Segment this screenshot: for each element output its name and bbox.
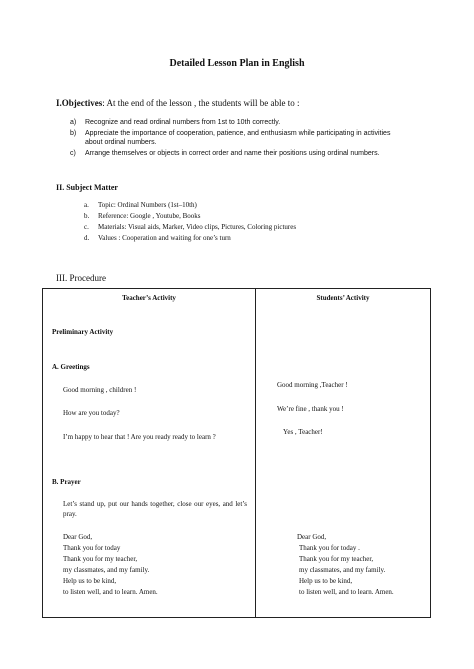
objective-item: b) Appreciate the importance of cooperation, patience, and enthusiasm while participating in activities about ordinal numbers. <box>70 130 391 146</box>
student-prayer-line: Help us to be kind, <box>299 577 353 585</box>
subject-matter-item: d. Values : Cooperation and waiting for one’s turn <box>84 234 231 242</box>
teacher-activity-header: Teacher’s Activity <box>122 294 176 302</box>
teacher-prayer-line: to listen well, and to learn. Amen. <box>63 588 158 596</box>
greetings-heading: A. Greetings <box>52 363 90 371</box>
subject-matter-item: a. Topic: Ordinal Numbers (1st–10th) <box>84 201 197 209</box>
subject-matter-item: b. Reference: Google , Youtube, Books <box>84 212 201 220</box>
prayer-heading: B. Prayer <box>52 478 81 486</box>
teacher-prayer-intro: Let’s stand up, put our hands together, close our eyes, and let’s pray. <box>63 500 247 518</box>
preliminary-activity-label: Preliminary Activity <box>52 328 114 336</box>
student-prayer-line: Thank you for my teacher, <box>299 555 374 563</box>
student-greeting-line: Yes , Teacher! <box>283 428 323 436</box>
student-greeting-line: Good morning ,Teacher ! <box>277 381 348 389</box>
subject-matter-item: c. Materials: Visual aids, Marker, Video clips, Pictures, Coloring pictures <box>84 223 297 231</box>
teacher-greeting-line: I’m happy to hear that ! Are you ready ready to learn ? <box>63 433 216 441</box>
subject-matter-heading: II. Subject Matter <box>56 183 118 192</box>
document-title: Detailed Lesson Plan in English <box>169 58 305 69</box>
subject-matter-list <box>84 200 296 244</box>
teacher-prayer-line: my classmates, and my family. <box>63 566 150 574</box>
teacher-greeting-line: Good morning , children ! <box>63 386 137 394</box>
objective-item: a) Recognize and read ordinal numbers from 1st to 10th correctly. <box>70 119 281 126</box>
students-activity-header: Students’ Activity <box>316 294 370 302</box>
teacher-prayer-line: Dear God, <box>63 533 93 541</box>
column-divider <box>255 289 256 617</box>
student-prayer-line: to listen well, and to learn. Amen. <box>299 588 394 596</box>
objective-item: c) Arrange themselves or objects in correct order and name their positions using ordinal numbers. <box>70 150 380 157</box>
objectives-lead: : At the end of the lesson , the students will be able to : <box>102 98 300 108</box>
teacher-prayer-line: Help us to be kind, <box>63 577 117 585</box>
student-prayer-line: Thank you for today . <box>299 544 360 552</box>
teacher-prayer-line: Thank you for today <box>63 544 121 552</box>
objectives-list <box>70 118 400 160</box>
student-prayer-line: Dear God, <box>297 533 327 541</box>
procedure-table <box>42 288 431 618</box>
teacher-prayer-line: Thank you for my teacher, <box>63 555 138 563</box>
teacher-greeting-line: How are you today? <box>63 409 120 417</box>
procedure-heading: III. Procedure <box>56 273 106 283</box>
student-prayer-line: my classmates, and my family. <box>299 566 386 574</box>
objectives-label: I.Objectives <box>56 98 103 108</box>
objectives-heading <box>56 98 299 108</box>
student-greeting-line: We’re fine , thank you ! <box>277 405 344 413</box>
